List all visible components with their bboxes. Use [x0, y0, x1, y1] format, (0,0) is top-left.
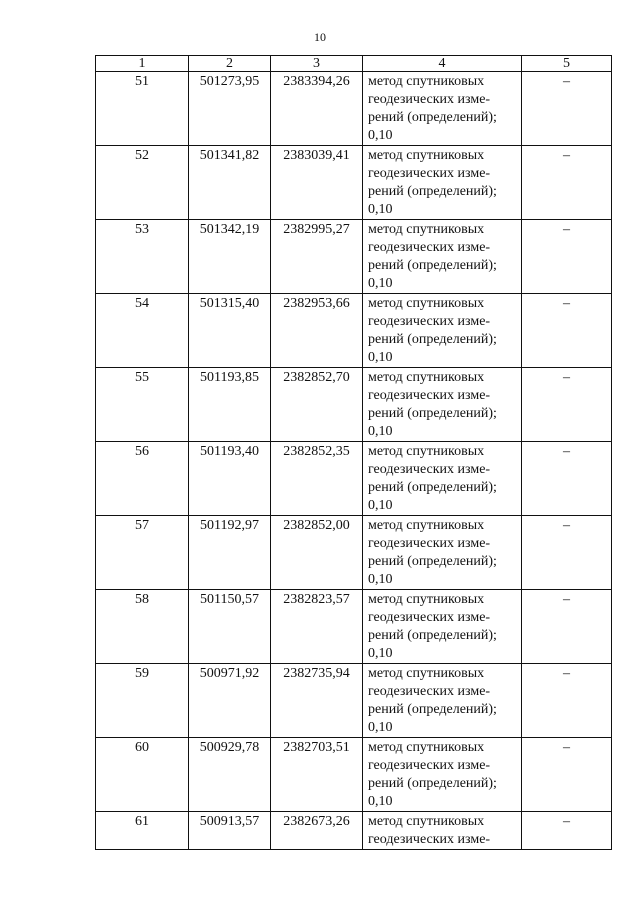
coordinate-y: 2382673,26 [271, 812, 363, 850]
method-line: геодезических изме- [368, 92, 491, 107]
method-line: геодезических изме- [368, 610, 491, 625]
coordinates-table [95, 55, 612, 850]
method-description [363, 590, 522, 664]
coordinate-y: 2383039,41 [271, 146, 363, 220]
method-description [363, 812, 522, 850]
column-header-3: 3 [271, 56, 363, 72]
method-description [363, 72, 522, 146]
note-dash: – [522, 220, 612, 294]
point-number: 54 [96, 294, 189, 368]
coordinate-x: 501315,40 [189, 294, 271, 368]
coordinate-x: 501193,85 [189, 368, 271, 442]
method-line: 0,10 [368, 646, 393, 661]
method-line: 0,10 [368, 276, 393, 291]
method-line: 0,10 [368, 572, 393, 587]
coordinate-y: 2382953,66 [271, 294, 363, 368]
method-line: метод спутниковых [368, 148, 485, 163]
point-number: 58 [96, 590, 189, 664]
point-number: 53 [96, 220, 189, 294]
coordinate-x: 501193,40 [189, 442, 271, 516]
note-dash: – [522, 442, 612, 516]
table-row [96, 812, 612, 850]
table-row [96, 516, 612, 590]
method-line: геодезических изме- [368, 240, 491, 255]
method-line: метод спутниковых [368, 740, 485, 755]
column-header-4: 4 [363, 56, 522, 72]
coordinate-y: 2382703,51 [271, 738, 363, 812]
coordinate-y: 2382852,35 [271, 442, 363, 516]
point-number: 57 [96, 516, 189, 590]
coordinate-y: 2382852,70 [271, 368, 363, 442]
point-number: 56 [96, 442, 189, 516]
method-line: геодезических изме- [368, 536, 491, 551]
point-number: 55 [96, 368, 189, 442]
method-line: геодезических изме- [368, 758, 491, 773]
method-line: рений (определений); [368, 332, 497, 347]
note-dash: – [522, 664, 612, 738]
method-line: геодезических изме- [368, 388, 491, 403]
coordinate-x: 500913,57 [189, 812, 271, 850]
method-line: метод спутниковых [368, 444, 485, 459]
table-row [96, 220, 612, 294]
method-line: геодезических изме- [368, 462, 491, 477]
coordinate-y: 2382995,27 [271, 220, 363, 294]
coordinate-x: 501341,82 [189, 146, 271, 220]
method-line: рений (определений); [368, 480, 497, 495]
table-row [96, 664, 612, 738]
method-line: метод спутниковых [368, 296, 485, 311]
coordinate-x: 501192,97 [189, 516, 271, 590]
method-line: 0,10 [368, 350, 393, 365]
method-line: рений (определений); [368, 406, 497, 421]
method-description [363, 516, 522, 590]
method-line: рений (определений); [368, 110, 497, 125]
method-line: 0,10 [368, 498, 393, 513]
method-line: метод спутниковых [368, 74, 485, 89]
column-header-1: 1 [96, 56, 189, 72]
coordinate-x: 500929,78 [189, 738, 271, 812]
coordinate-x: 501150,57 [189, 590, 271, 664]
table-row [96, 590, 612, 664]
method-description [363, 294, 522, 368]
method-line: геодезических изме- [368, 684, 491, 699]
column-header-2: 2 [189, 56, 271, 72]
method-line: рений (определений); [368, 776, 497, 791]
note-dash: – [522, 516, 612, 590]
method-line: рений (определений); [368, 628, 497, 643]
note-dash: – [522, 590, 612, 664]
method-description [363, 368, 522, 442]
table-row [96, 738, 612, 812]
note-dash: – [522, 738, 612, 812]
method-line: 0,10 [368, 794, 393, 809]
table-row [96, 368, 612, 442]
method-line: метод спутниковых [368, 370, 485, 385]
method-line: рений (определений); [368, 702, 497, 717]
method-line: метод спутниковых [368, 222, 485, 237]
coordinate-x: 500971,92 [189, 664, 271, 738]
table-row [96, 294, 612, 368]
coordinate-y: 2382852,00 [271, 516, 363, 590]
point-number: 52 [96, 146, 189, 220]
method-line: рений (определений); [368, 258, 497, 273]
point-number: 51 [96, 72, 189, 146]
method-line: метод спутниковых [368, 814, 485, 829]
method-description [363, 664, 522, 738]
coordinate-x: 501342,19 [189, 220, 271, 294]
coordinate-y: 2383394,26 [271, 72, 363, 146]
table-row [96, 72, 612, 146]
point-number: 61 [96, 812, 189, 850]
table-row [96, 146, 612, 220]
method-description [363, 220, 522, 294]
note-dash: – [522, 72, 612, 146]
method-line: рений (определений); [368, 554, 497, 569]
note-dash: – [522, 368, 612, 442]
note-dash: – [522, 146, 612, 220]
method-description [363, 146, 522, 220]
table-row [96, 442, 612, 516]
method-line: геодезических изме- [368, 314, 491, 329]
point-number: 60 [96, 738, 189, 812]
method-line: метод спутниковых [368, 518, 485, 533]
method-line: 0,10 [368, 720, 393, 735]
method-line: метод спутниковых [368, 592, 485, 607]
note-dash: – [522, 812, 612, 850]
note-dash: – [522, 294, 612, 368]
point-number: 59 [96, 664, 189, 738]
method-line: геодезических изме- [368, 832, 491, 847]
coordinate-x: 501273,95 [189, 72, 271, 146]
method-line: 0,10 [368, 424, 393, 439]
column-header-5: 5 [522, 56, 612, 72]
table-header-row [96, 56, 612, 72]
page-number: 10 [314, 30, 326, 44]
method-line: 0,10 [368, 128, 393, 143]
method-line: 0,10 [368, 202, 393, 217]
method-description [363, 738, 522, 812]
coordinate-y: 2382735,94 [271, 664, 363, 738]
method-description [363, 442, 522, 516]
method-line: метод спутниковых [368, 666, 485, 681]
method-line: рений (определений); [368, 184, 497, 199]
method-line: геодезических изме- [368, 166, 491, 181]
coordinate-y: 2382823,57 [271, 590, 363, 664]
